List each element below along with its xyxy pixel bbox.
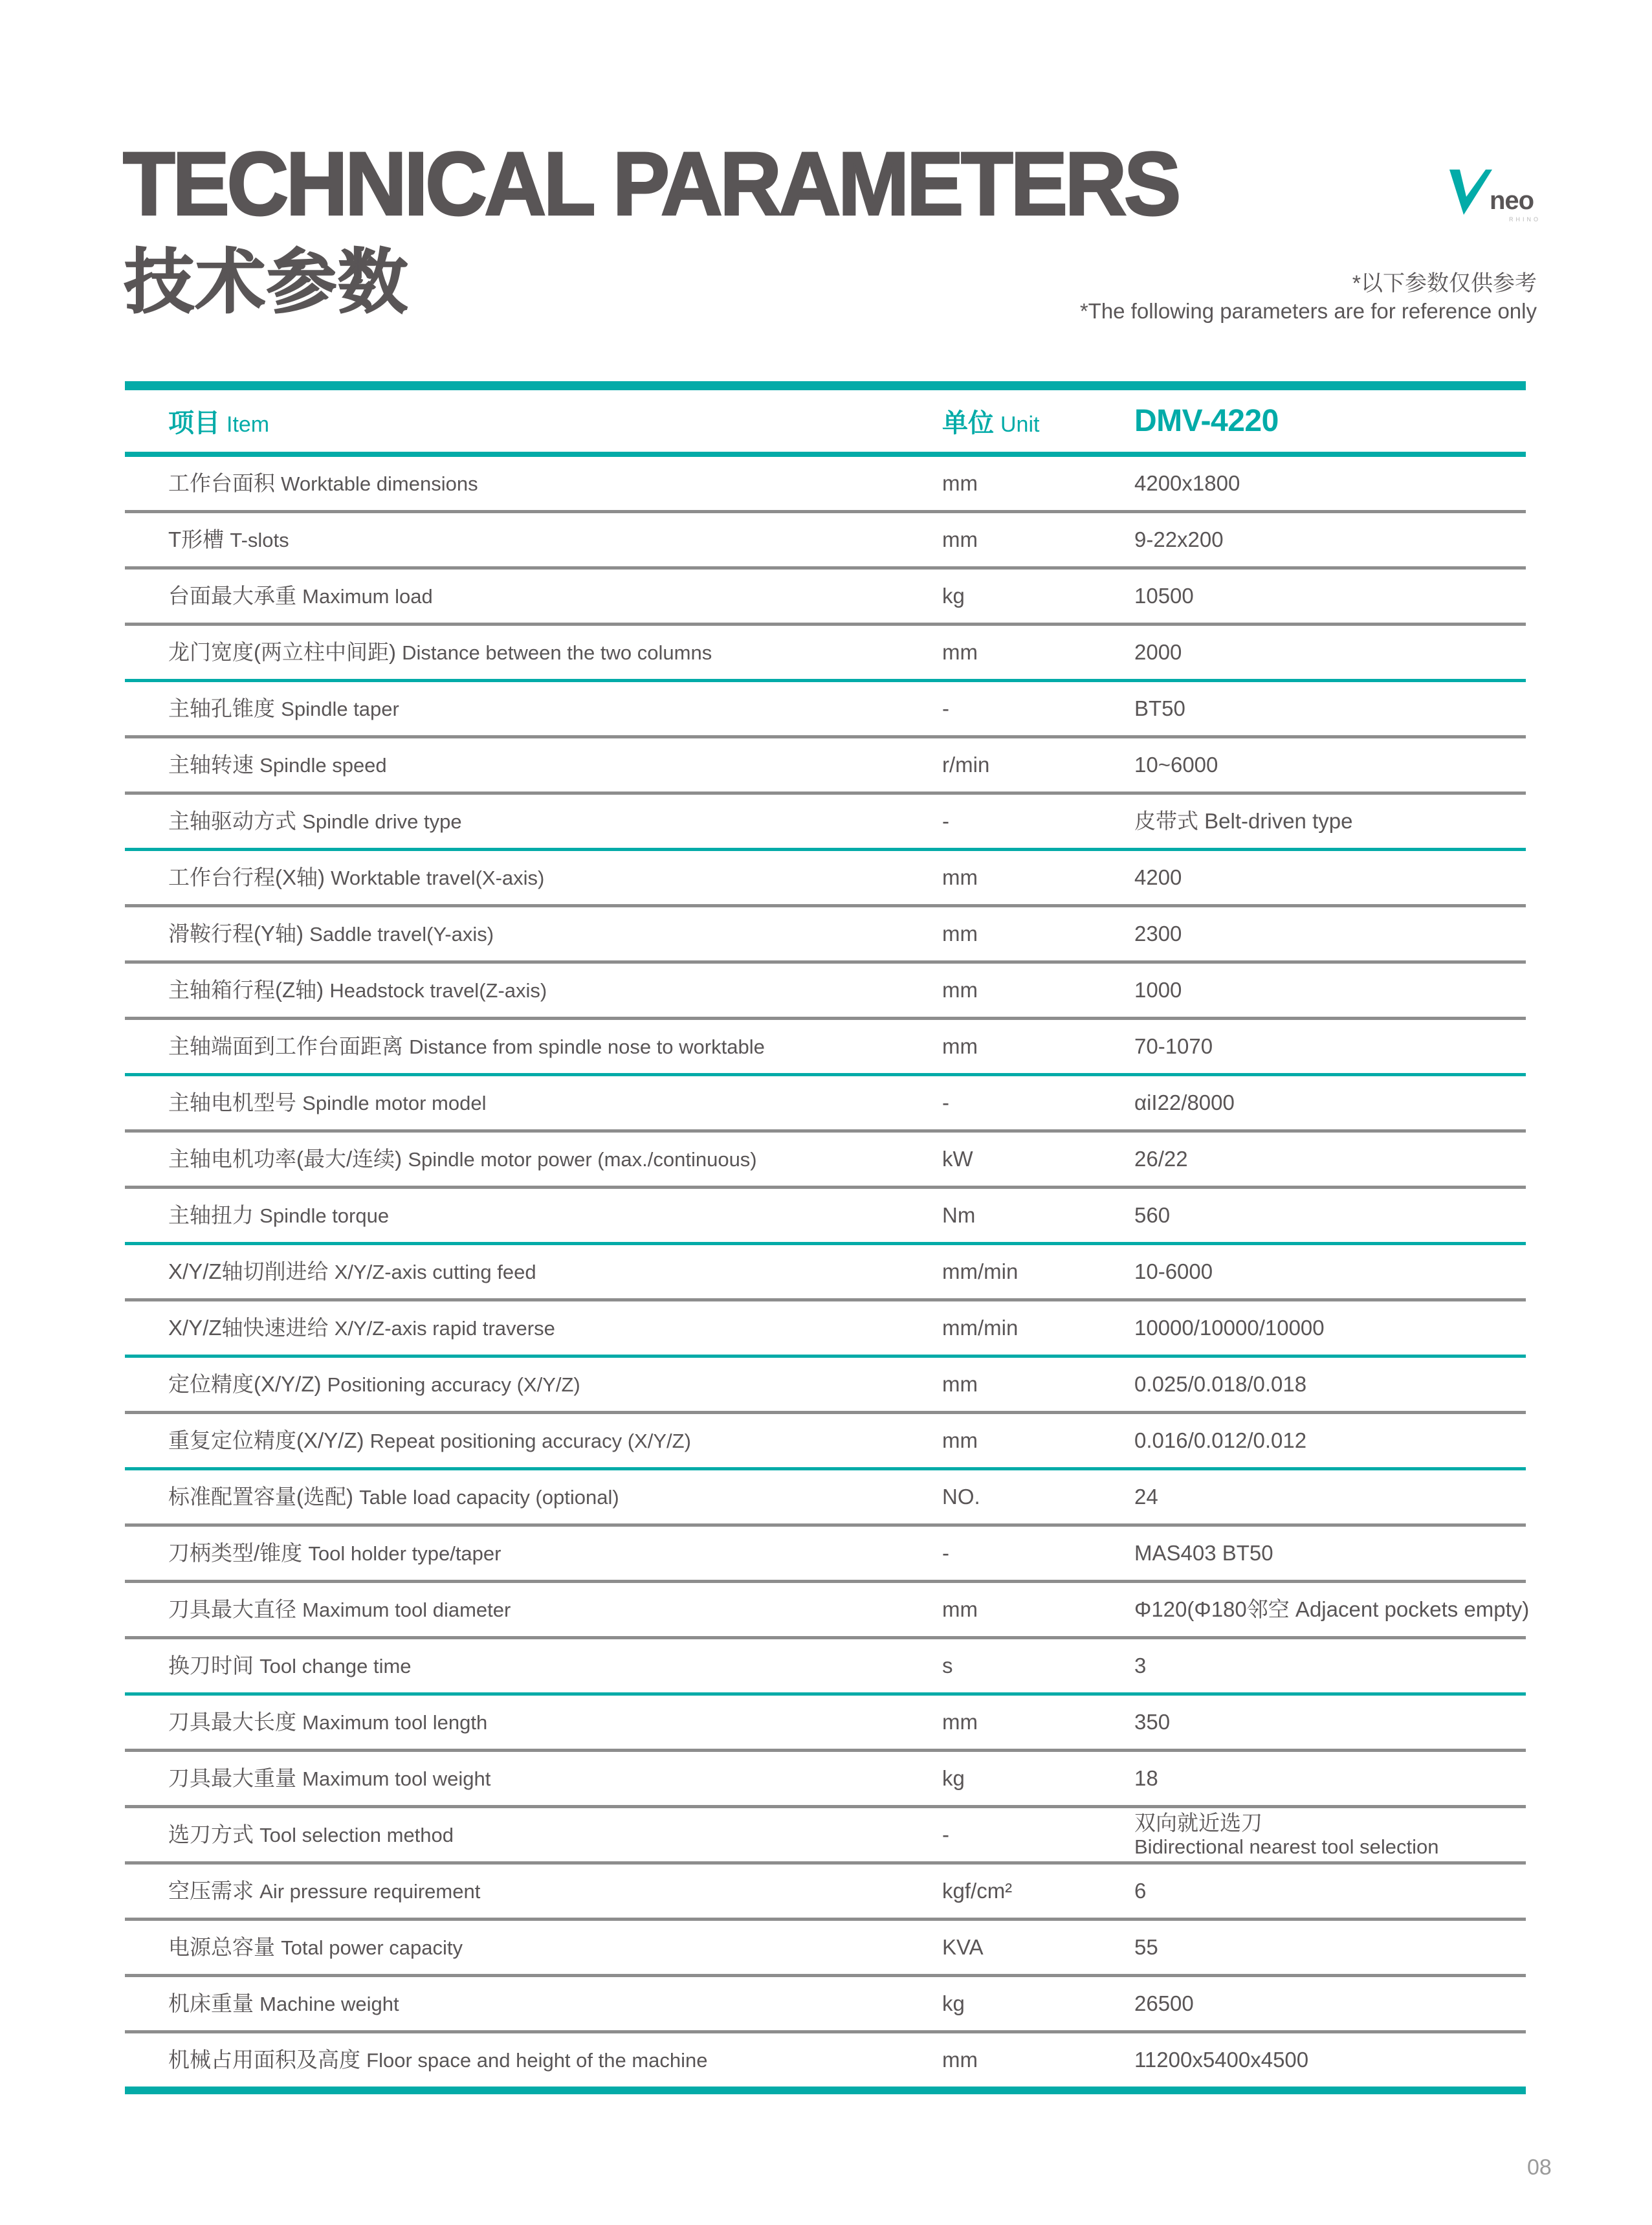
item-cell: 工作台行程(X轴) Worktable travel(X-axis) xyxy=(168,865,545,890)
logo-text: neo xyxy=(1490,186,1534,215)
item-cell: X/Y/Z轴快速进给 X/Y/Z-axis rapid traverse xyxy=(168,1316,555,1340)
table-row xyxy=(125,907,1526,964)
value-cell: 10~6000 xyxy=(1134,753,1218,777)
item-cell: 刀柄类型/锥度 Tool holder type/taper xyxy=(168,1541,501,1566)
item-cell: 主轴电机功率(最大/连续) Spindle motor power (max./continuous) xyxy=(168,1147,757,1171)
unit-cell: mm xyxy=(942,978,978,1002)
value-cell: 4200 xyxy=(1134,865,1182,890)
table-row xyxy=(125,2033,1526,2094)
item-cell: 机械占用面积及高度 Floor space and height of the machine xyxy=(168,2048,708,2072)
value-cell: 10-6000 xyxy=(1134,1259,1213,1284)
item-cell: 主轴驱动方式 Spindle drive type xyxy=(168,809,462,834)
item-cell: 滑鞍行程(Y轴) Saddle travel(Y-axis) xyxy=(168,922,494,946)
value-cell: 55 xyxy=(1134,1935,1158,1960)
value-cell: 4200x1800 xyxy=(1134,471,1240,496)
item-cell: 定位精度(X/Y/Z) Positioning accuracy (X/Y/Z) xyxy=(168,1372,580,1397)
table-row xyxy=(125,964,1526,1020)
value-cell: 26500 xyxy=(1134,1991,1194,2016)
unit-cell: mm xyxy=(942,1597,978,1622)
item-cell: 龙门宽度(两立柱中间距) Distance between the two columns xyxy=(168,640,712,665)
item-cell: 选刀方式 Tool selection method xyxy=(168,1822,454,1847)
unit-cell: mm xyxy=(942,527,978,552)
value-cell: 1000 xyxy=(1134,978,1182,1002)
unit-cell: mm xyxy=(942,922,978,946)
table-row xyxy=(125,570,1526,626)
table-row xyxy=(125,1301,1526,1358)
unit-cell: mm xyxy=(942,1372,978,1397)
value-cell: MAS403 BT50 xyxy=(1134,1541,1273,1566)
item-cell: 标准配置容量(选配) Table load capacity (optional) xyxy=(168,1485,619,1509)
table-row xyxy=(125,738,1526,795)
reference-note-cn: *以下参数仅供参考 xyxy=(1352,271,1537,296)
item-cell: 主轴扭力 Spindle torque xyxy=(168,1203,390,1228)
brand-logo xyxy=(1449,168,1541,223)
unit-cell: kg xyxy=(942,1991,965,2016)
table-row xyxy=(125,1921,1526,1977)
unit-cell: kW xyxy=(942,1147,973,1171)
unit-cell: mm xyxy=(942,1710,978,1734)
page-number: 08 xyxy=(1527,2155,1552,2180)
unit-cell: mm xyxy=(942,1428,978,1453)
table-row xyxy=(125,1639,1526,1696)
item-cell: 工作台面积 Worktable dimensions xyxy=(168,471,478,496)
unit-cell: - xyxy=(942,809,949,834)
unit-cell: mm xyxy=(942,640,978,665)
unit-cell: - xyxy=(942,1090,949,1115)
table-header xyxy=(125,390,1526,457)
parameters-table xyxy=(125,381,1530,2094)
reference-note-en: *The following parameters are for reference only xyxy=(1079,299,1537,323)
item-cell: T形槽 T-slots xyxy=(168,527,289,552)
unit-cell: - xyxy=(942,1822,949,1847)
unit-cell: kg xyxy=(942,584,965,608)
unit-cell: NO. xyxy=(942,1485,980,1509)
table-row xyxy=(125,1865,1526,1921)
table-body xyxy=(125,457,1530,2094)
unit-cell: mm xyxy=(942,471,978,496)
item-cell: 重复定位精度(X/Y/Z) Repeat positioning accuracy (X/Y/Z) xyxy=(168,1428,691,1453)
value-cell: 2300 xyxy=(1134,922,1182,946)
table-row xyxy=(125,1076,1526,1133)
item-cell: 刀具最大直径 Maximum tool diameter xyxy=(168,1597,511,1622)
unit-cell: r/min xyxy=(942,753,990,777)
value-cell: 2000 xyxy=(1134,640,1182,665)
value-cell: Φ120(Φ180邻空 Adjacent pockets empty) xyxy=(1134,1597,1530,1622)
table-row xyxy=(125,1189,1526,1245)
unit-cell: mm xyxy=(942,2048,978,2072)
item-cell: 空压需求 Air pressure requirement xyxy=(168,1879,481,1903)
table-row xyxy=(125,1808,1526,1865)
item-cell: 主轴孔锥度 Spindle taper xyxy=(168,696,399,721)
table-row xyxy=(125,1245,1526,1301)
item-cell: 主轴转速 Spindle speed xyxy=(168,753,387,777)
unit-cell: KVA xyxy=(942,1935,984,1960)
v-mark-icon xyxy=(1449,168,1495,217)
value-cell: 70-1070 xyxy=(1134,1034,1213,1059)
table-row xyxy=(125,626,1526,682)
table-row xyxy=(125,1696,1526,1752)
page-title-cn: 技术参数 xyxy=(124,243,410,321)
table-row xyxy=(125,795,1526,851)
item-cell: X/Y/Z轴切削进给 X/Y/Z-axis cutting feed xyxy=(168,1259,536,1284)
unit-cell: s xyxy=(942,1654,953,1678)
value-cell: 18 xyxy=(1134,1766,1158,1791)
value-cell: BT50 xyxy=(1134,696,1185,721)
value-cell: 0.025/0.018/0.018 xyxy=(1134,1372,1307,1397)
unit-cell: mm xyxy=(942,865,978,890)
item-cell: 主轴端面到工作台面距离 Distance from spindle nose to worktable xyxy=(168,1034,765,1059)
unit-cell: - xyxy=(942,696,949,721)
value-cell: 11200x5400x4500 xyxy=(1134,2048,1309,2072)
table-row xyxy=(125,1414,1526,1470)
item-cell: 刀具最大长度 Maximum tool length xyxy=(168,1710,488,1734)
value-cell: 3 xyxy=(1134,1654,1147,1678)
table-row xyxy=(125,1470,1526,1527)
value-cell: 26/22 xyxy=(1134,1147,1188,1171)
value-cell: 皮带式 Belt-driven type xyxy=(1134,809,1353,834)
item-cell: 主轴电机型号 Spindle motor model xyxy=(168,1090,487,1115)
table-row xyxy=(125,1020,1526,1076)
unit-cell: mm/min xyxy=(942,1259,1019,1284)
table-row xyxy=(125,682,1526,738)
item-cell: 电源总容量 Total power capacity xyxy=(168,1935,463,1960)
value-cell: 24 xyxy=(1134,1485,1158,1509)
column-header-unit: 单位 Unit xyxy=(942,409,1040,437)
value-cell: 10500 xyxy=(1134,584,1194,608)
item-cell: 主轴箱行程(Z轴) Headstock travel(Z-axis) xyxy=(168,978,547,1002)
logo-subtext: RHINO xyxy=(1509,216,1541,223)
value-cell: 10000/10000/10000 xyxy=(1134,1316,1325,1340)
value-cell: 0.016/0.012/0.012 xyxy=(1134,1428,1307,1453)
table-row xyxy=(125,851,1526,907)
table-row xyxy=(125,513,1526,570)
column-header-model: DMV-4220 xyxy=(1134,404,1279,438)
item-cell: 换刀时间 Tool change time xyxy=(168,1654,412,1678)
unit-cell: Nm xyxy=(942,1203,976,1228)
table-row xyxy=(125,1977,1526,2033)
table-row xyxy=(125,1752,1526,1808)
table-row xyxy=(125,1133,1526,1189)
value-cell: 9-22x200 xyxy=(1134,527,1224,552)
item-cell: 刀具最大重量 Maximum tool weight xyxy=(168,1766,491,1791)
table-row xyxy=(125,1358,1526,1414)
page-title-en: TECHNICAL PARAMETERS xyxy=(123,133,1179,234)
table-row xyxy=(125,457,1526,513)
column-header-item: 项目 Item xyxy=(168,409,270,437)
value-cell: 6 xyxy=(1134,1879,1147,1903)
value-cell: 350 xyxy=(1134,1710,1171,1734)
table-top-bar xyxy=(125,381,1526,390)
value-cell: αiI22/8000 xyxy=(1134,1090,1235,1115)
unit-cell: kgf/cm² xyxy=(942,1879,1013,1903)
table-row xyxy=(125,1527,1526,1583)
value-cell: 双向就近选刀 Bidirectional nearest tool selection xyxy=(1134,1811,1439,1859)
item-cell: 台面最大承重 Maximum load xyxy=(168,584,433,608)
unit-cell: - xyxy=(942,1541,949,1566)
unit-cell: kg xyxy=(942,1766,965,1791)
unit-cell: mm xyxy=(942,1034,978,1059)
table-row xyxy=(125,1583,1530,1639)
item-cell: 机床重量 Machine weight xyxy=(168,1991,399,2016)
value-cell: 560 xyxy=(1134,1203,1171,1228)
unit-cell: mm/min xyxy=(942,1316,1019,1340)
